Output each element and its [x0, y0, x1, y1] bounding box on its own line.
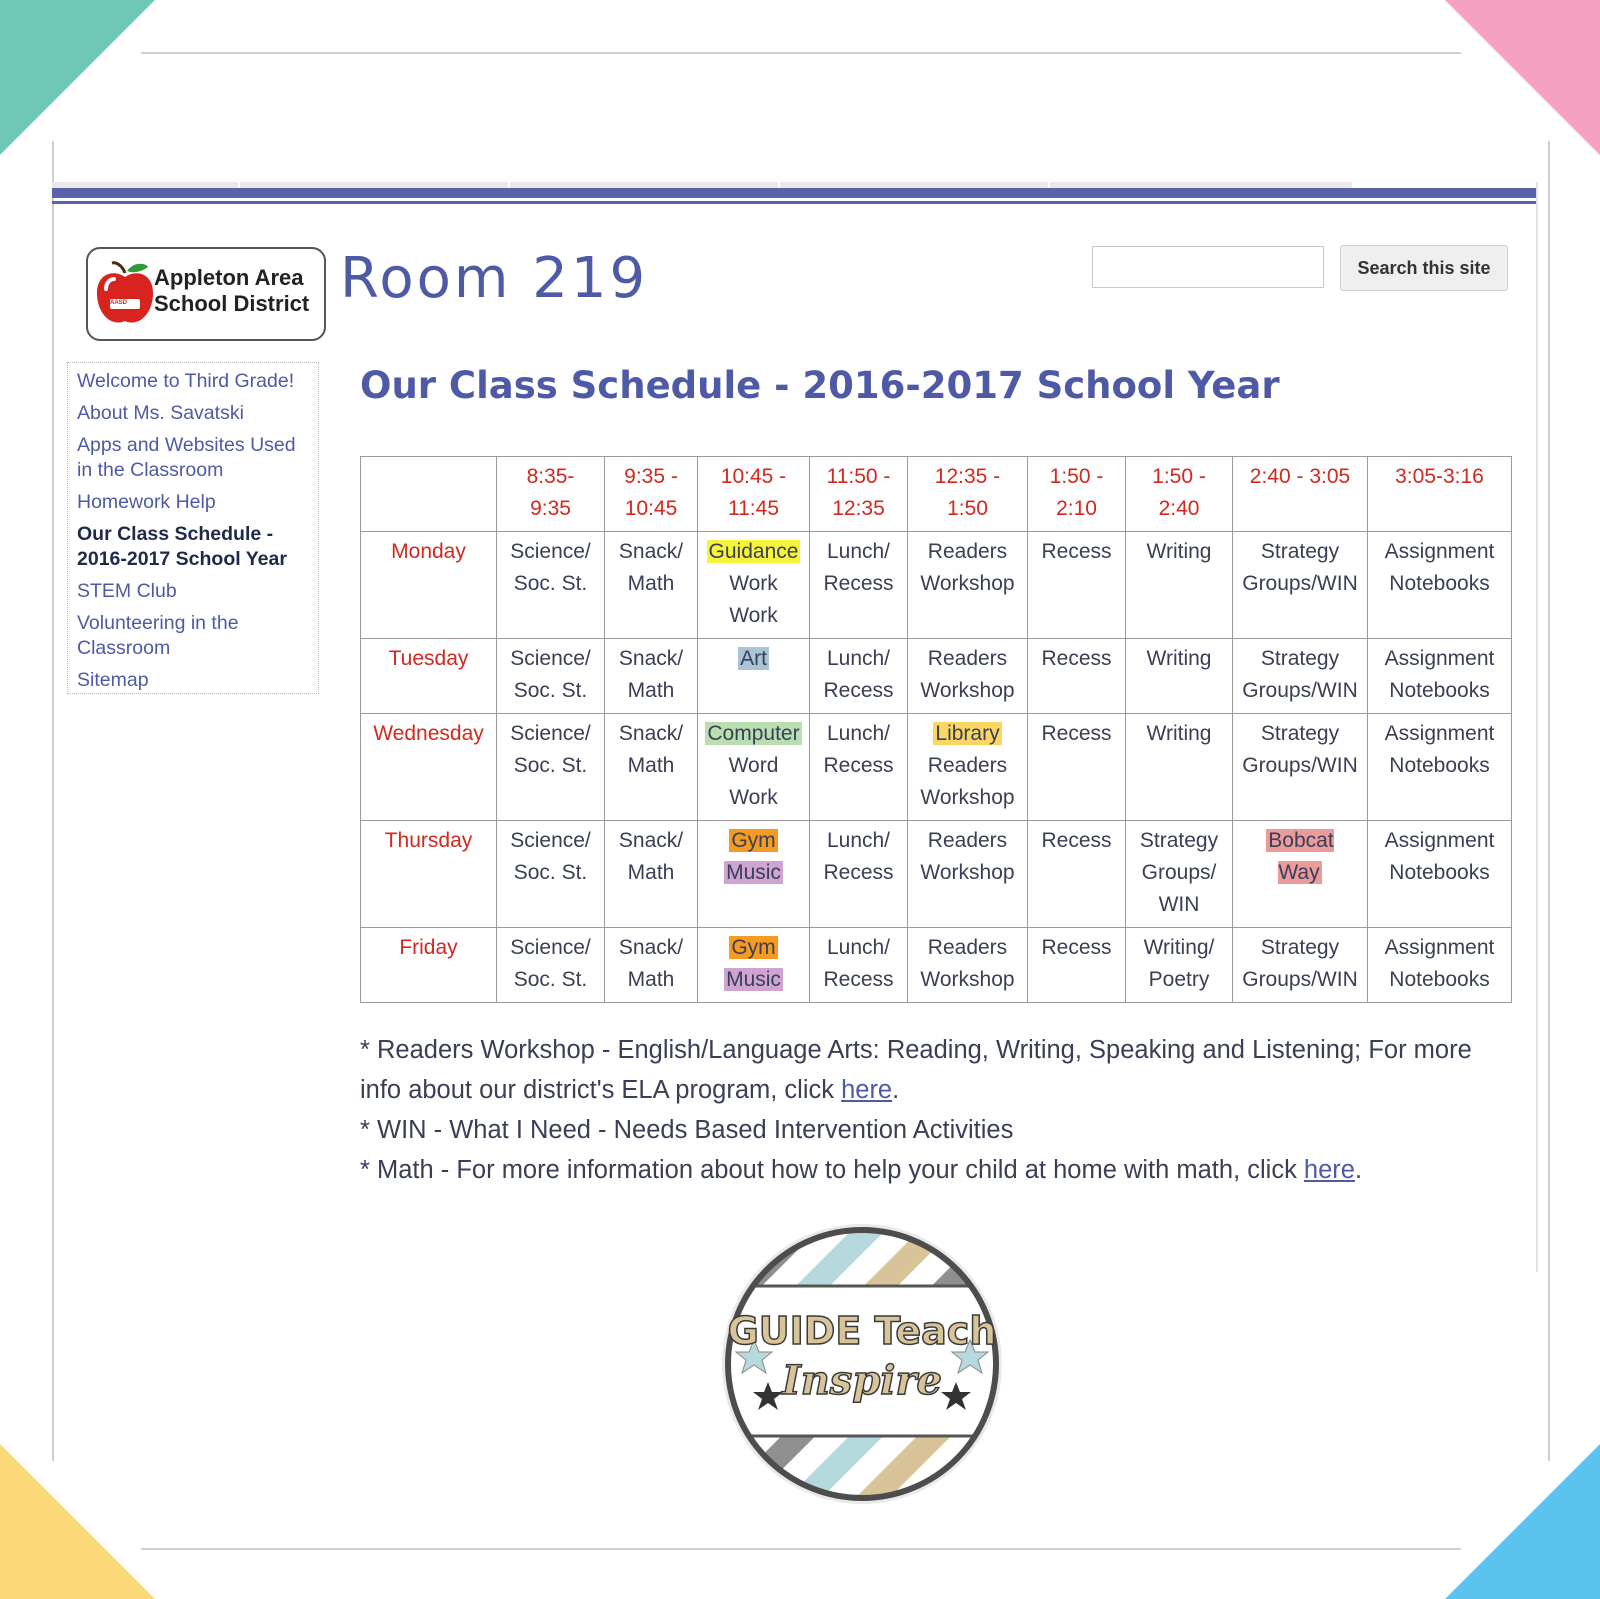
- schedule-cell: Assignment Notebooks: [1368, 821, 1512, 928]
- time-header: 9:35 - 10:45: [605, 457, 698, 532]
- sidebar-item-4[interactable]: Homework Help: [77, 491, 216, 513]
- schedule-cell: Science/ Soc. St.: [497, 714, 605, 821]
- schedule-cell: Readers Workshop: [908, 928, 1028, 1003]
- note3-end: .: [1354, 1156, 1363, 1184]
- time-header: 8:35- 9:35: [497, 457, 605, 532]
- schedule-header-row: [361, 457, 1512, 532]
- schedule-cell: Writing: [1126, 714, 1233, 821]
- time-header: 2:40 - 3:05: [1233, 457, 1368, 532]
- time-header: 1:50 - 2:40: [1126, 457, 1233, 532]
- apple-icon: [94, 259, 156, 329]
- schedule-cell: Lunch/ Recess: [810, 821, 908, 928]
- schedule-row-friday: [361, 928, 1512, 1003]
- schedule-cell: Lunch/ Recess: [810, 714, 908, 821]
- schedule-cell: Assignment Notebooks: [1368, 714, 1512, 821]
- sidebar-item-6[interactable]: STEM Club: [77, 580, 177, 602]
- logo-text: [154, 265, 309, 317]
- schedule-cell: Snack/ Math: [605, 532, 698, 639]
- schedule-cell: Writing: [1126, 639, 1233, 714]
- schedule-cell: Snack/ Math: [605, 639, 698, 714]
- schedule-cell: Assignment Notebooks: [1368, 532, 1512, 639]
- schedule-cell: Science/ Soc. St.: [497, 821, 605, 928]
- sidebar-item-8[interactable]: Sitemap: [77, 669, 149, 691]
- highlighted-special: Bobcat Way: [1268, 829, 1334, 884]
- sidebar-nav: [67, 362, 319, 694]
- schedule-row-thursday: [361, 821, 1512, 928]
- schedule-cell: Science/ Soc. St.: [497, 639, 605, 714]
- time-header: 3:05-3:16: [1368, 457, 1512, 532]
- day-label: Thursday: [361, 821, 497, 928]
- schedule-cell: Writing/ Poetry: [1126, 928, 1233, 1003]
- math-help-link[interactable]: here: [1303, 1156, 1355, 1184]
- schedule-cell: Strategy Groups/WIN: [1233, 639, 1368, 714]
- schedule-cell: Science/ Soc. St.: [497, 532, 605, 639]
- schedule-cell: Readers Workshop: [908, 532, 1028, 639]
- schedule-cell: Lunch/ Recess: [810, 639, 908, 714]
- schedule-cell: [1233, 821, 1368, 928]
- schedule-cell: Readers Workshop: [908, 639, 1028, 714]
- schedule-cell: Writing: [1126, 532, 1233, 639]
- schedule-notes: [360, 1030, 1500, 1190]
- time-header: 12:35 - 1:50: [908, 457, 1028, 532]
- time-header: 10:45 - 11:45: [698, 457, 810, 532]
- day-label: Tuesday: [361, 639, 497, 714]
- day-label: Wednesday: [361, 714, 497, 821]
- schedule-cell: Recess: [1028, 821, 1126, 928]
- sidebar-item-1[interactable]: Welcome to Third Grade!: [77, 370, 295, 392]
- note3-text: * Math - For more information about how to help your child at home with math, click: [360, 1156, 1304, 1184]
- note-math: [360, 1150, 1500, 1190]
- schedule-cell: [698, 639, 810, 714]
- class-schedule-table: [360, 456, 1512, 1003]
- schedule-cell: Strategy Groups/ WIN: [1126, 821, 1233, 928]
- schedule-cell: Assignment Notebooks: [1368, 639, 1512, 714]
- note1-end: .: [892, 1076, 900, 1104]
- day-label: Monday: [361, 532, 497, 639]
- site-title[interactable]: Room 219: [340, 246, 649, 311]
- schedule-cell: Recess: [1028, 928, 1126, 1003]
- time-header: 1:50 - 2:10: [1028, 457, 1126, 532]
- sidebar-item-2[interactable]: About Ms. Savatski: [77, 402, 244, 424]
- ela-program-link[interactable]: here: [841, 1076, 893, 1104]
- sidebar-item-7[interactable]: Volunteering in the Classroom: [77, 612, 239, 659]
- note-win: * WIN - What I Need - Needs Based Intervention Activities: [360, 1116, 1014, 1144]
- highlighted-special: Gym: [731, 829, 776, 852]
- highlighted-special: Music: [726, 861, 781, 884]
- district-logo[interactable]: [86, 247, 326, 341]
- header-bar-thin: [52, 201, 1536, 204]
- schedule-cell: Computer Word Work: [698, 714, 810, 821]
- schedule-cell: Guidance Work Work: [698, 532, 810, 639]
- schedule-cell: Science/ Soc. St.: [497, 928, 605, 1003]
- schedule-cell: Library Readers Workshop: [908, 714, 1028, 821]
- highlighted-special: Library: [935, 722, 1000, 745]
- schedule-cell: Recess: [1028, 532, 1126, 639]
- highlighted-special: Gym: [731, 936, 776, 959]
- schedule-cell: Snack/ Math: [605, 714, 698, 821]
- schedule-cell: Recess: [1028, 639, 1126, 714]
- highlighted-special: Guidance: [708, 540, 799, 563]
- highlighted-special: Computer: [707, 722, 800, 745]
- sidebar-list: [68, 363, 318, 693]
- logo-line1: Appleton Area: [154, 265, 304, 290]
- schedule-row-tuesday: [361, 639, 1512, 714]
- day-label: Friday: [361, 928, 497, 1003]
- schedule-cell: Recess: [1028, 714, 1126, 821]
- note1-text: * Readers Workshop - English/Language Arts: Reading, Writing, Speaking and Listening; For more info about our district's ELA program, click: [360, 1036, 1472, 1104]
- guide-teach-inspire-badge: [720, 1222, 1004, 1506]
- search-button[interactable]: Search this site: [1340, 245, 1508, 291]
- schedule-cell: Snack/ Math: [605, 821, 698, 928]
- logo-seal-text: AASD: [110, 300, 128, 306]
- schedule-cell: Snack/ Math: [605, 928, 698, 1003]
- header-bar: [52, 188, 1536, 198]
- highlighted-special: Art: [740, 647, 767, 670]
- badge-text-guide-teach: GUIDE Teach: [727, 1309, 997, 1353]
- schedule-cell: Assignment Notebooks: [1368, 928, 1512, 1003]
- logo-line2: School District: [154, 291, 310, 316]
- badge-text-inspire: Inspire: [782, 1357, 942, 1404]
- note-readers-workshop: [360, 1030, 1500, 1110]
- schedule-cell: Strategy Groups/WIN: [1233, 928, 1368, 1003]
- page-title: Our Class Schedule - 2016-2017 School Year: [360, 364, 1280, 407]
- sidebar-item-3[interactable]: Apps and Websites Used in the Classroom: [77, 434, 296, 481]
- schedule-cell: Lunch/ Recess: [810, 532, 908, 639]
- schedule-cell: [698, 821, 810, 928]
- schedule-cell: Strategy Groups/WIN: [1233, 714, 1368, 821]
- schedule-row-wednesday: [361, 714, 1512, 821]
- schedule-row-monday: [361, 532, 1512, 639]
- sidebar-item-5[interactable]: Our Class Schedule - 2016-2017 School Year: [77, 523, 287, 570]
- schedule-cell: Strategy Groups/WIN: [1233, 532, 1368, 639]
- highlighted-special: Music: [726, 968, 781, 991]
- header-blank-cell: [361, 457, 497, 532]
- search-input[interactable]: [1092, 246, 1324, 288]
- schedule-cell: [698, 928, 810, 1003]
- schedule-cell: Lunch/ Recess: [810, 928, 908, 1003]
- time-header: 11:50 - 12:35: [810, 457, 908, 532]
- schedule-cell: Readers Workshop: [908, 821, 1028, 928]
